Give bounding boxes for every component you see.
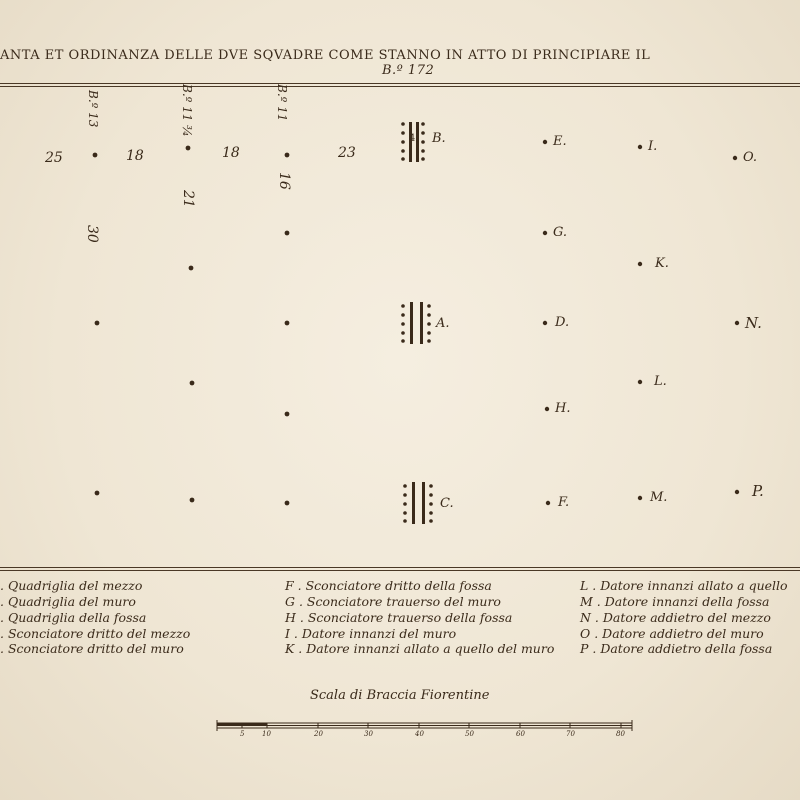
- point-E-label: E.: [553, 134, 567, 149]
- distance-21: 21: [180, 190, 196, 208]
- legend-entry: I . Datore innanzi del muro: [285, 626, 457, 641]
- distance-30: 30: [84, 225, 100, 243]
- column-label-b11: B.º 11: [275, 84, 289, 122]
- scale-tick-label: 80: [616, 730, 625, 738]
- scale-tick-label: 30: [364, 730, 373, 738]
- title-line-1: ANTA ET ORDINANZA DELLE DVE SQVADRE COME STANNO IN ATTO DI PRINCIPIARE IL: [0, 48, 651, 63]
- legend-entry: . Sconciatore dritto del mezzo: [0, 626, 191, 641]
- distance-18-second: 18: [222, 145, 240, 161]
- point-O-label: O.: [743, 150, 758, 165]
- legend-entry: N . Datore addietro del mezzo: [580, 610, 771, 625]
- point-G-label: G.: [553, 225, 568, 240]
- scale-tick-label: 70: [566, 730, 575, 738]
- point-C-label: C.: [440, 496, 454, 511]
- point-M-label: M.: [650, 490, 668, 505]
- point-I-label: I.: [648, 139, 658, 154]
- column-label-b13: B.º 13: [86, 90, 100, 128]
- distance-23: 23: [338, 145, 356, 161]
- point-D-label: D.: [555, 315, 570, 330]
- distance-16: 16: [276, 172, 292, 190]
- point-N-label: N.: [745, 314, 762, 332]
- scale-tick-label: 50: [465, 730, 474, 738]
- scale-bar-shaded-segment: [217, 723, 267, 726]
- point-P-label: P.: [752, 482, 764, 500]
- legend-entry: . Quadriglia della fossa: [0, 610, 147, 625]
- legend-entry: O . Datore addietro del muro: [580, 626, 764, 641]
- point-L-label: L.: [654, 374, 667, 389]
- point-B-label: B.: [432, 131, 446, 146]
- legend-entry: . Quadriglia del mezzo: [0, 578, 143, 593]
- column-label-b11-3-4: B.º 11 ¾: [180, 84, 194, 137]
- point-H-label: H.: [555, 401, 571, 416]
- squad-B-count: 4: [409, 133, 416, 144]
- legend-entry: P . Datore addietro della fossa: [580, 641, 773, 656]
- scale-tick-label: 60: [516, 730, 525, 738]
- point-K-label: K.: [655, 256, 669, 271]
- scale-tick-label: 10: [262, 730, 271, 738]
- point-F-label: F.: [558, 495, 570, 510]
- legend-entry: . Quadriglia del muro: [0, 594, 136, 609]
- legend-entry: L . Datore innanzi allato a quello: [580, 578, 788, 593]
- scale-tick-label: 5: [240, 730, 245, 738]
- legend-entry: G . Sconciatore trauerso del muro: [285, 594, 501, 609]
- scale-tick-label: 40: [415, 730, 424, 738]
- legend-entry: M . Datore innanzi della fossa: [580, 594, 770, 609]
- scale-title: Scala di Braccia Fiorentine: [310, 688, 490, 703]
- point-A-label: A.: [436, 316, 450, 331]
- scale-tick-label: 20: [314, 730, 323, 738]
- distance-18-first: 18: [126, 148, 144, 164]
- title-line-2: B.º 172: [382, 63, 435, 78]
- legend-entry: F . Sconciatore dritto della fossa: [285, 578, 492, 593]
- legend-entry: K . Datore innanzi allato a quello del muro: [285, 641, 555, 656]
- legend-entry: . Sconciatore dritto del muro: [0, 641, 184, 656]
- distance-25: 25: [45, 150, 63, 166]
- legend-entry: H . Sconciatore trauerso della fossa: [285, 610, 513, 625]
